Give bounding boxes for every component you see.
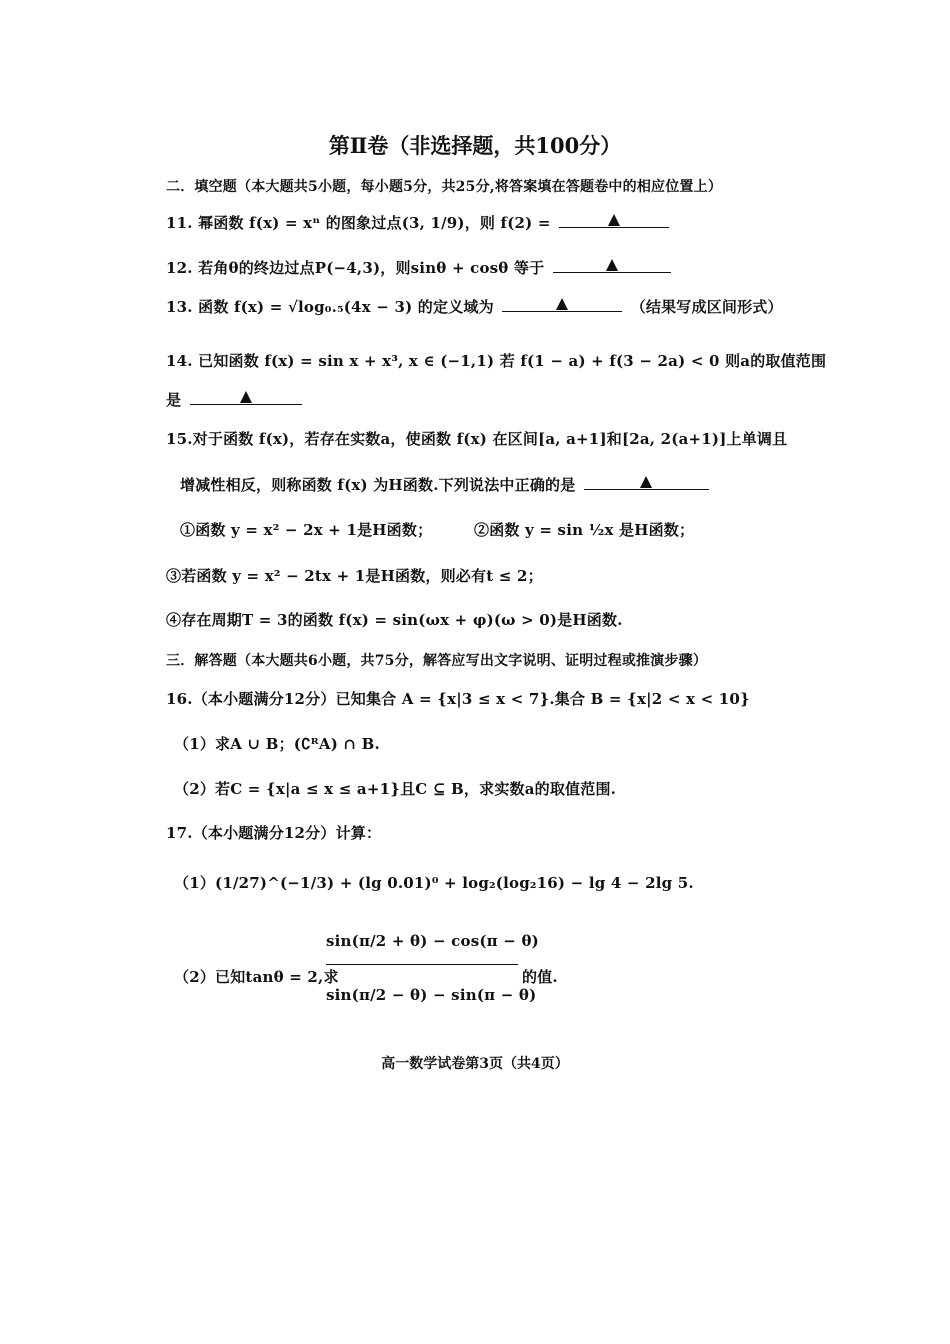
question-17-part-2-prefix: （2）已知tanθ = 2,求: [174, 968, 339, 986]
question-15-line-2: [180, 474, 712, 495]
question-15-option-2: ②函数 y = sin ½x 是H函数；: [474, 521, 695, 539]
page-footer: 高一数学试卷第3页（共4页）: [381, 1056, 569, 1072]
question-13-text: 13. 函数 f(x) = √log₀.₅(4x − 3) 的定义域为: [166, 298, 494, 316]
fraction-denominator: sin(π/2 − θ) − sin(π − θ): [326, 986, 537, 1004]
question-15-option-4: ④存在周期T = 3的函数 f(x) = sin(ωx + φ)(ω > 0)是H函数.: [166, 611, 623, 629]
question-17-part-2-suffix: 的值.: [522, 968, 558, 986]
question-15-option-1: ①函数 y = x² − 2x + 1是H函数；: [180, 521, 433, 539]
question-15-option-3: ③若函数 y = x² − 2tx + 1是H函数，则必有t ≤ 2；: [166, 567, 543, 585]
fraction-numerator: sin(π/2 + θ) − cos(π − θ): [326, 932, 539, 950]
question-14-line-2: [166, 389, 305, 410]
question-12-text: 12. 若角θ的终边过点P(−4,3)，则sinθ + cosθ 等于: [166, 259, 545, 277]
answer-marker-icon: [606, 259, 618, 271]
question-16-part-2: （2）若C = {x|a ≤ x ≤ a+1}且C ⊆ B，求实数a的取值范围.: [174, 780, 617, 798]
answer-marker-icon: [240, 391, 252, 403]
section-3-heading: 三．解答题（本大题共6小题，共75分，解答应写出文字说明、证明过程或推演步骤）: [166, 653, 708, 669]
page-title: 第Ⅱ卷（非选择题，共100分）: [328, 133, 622, 158]
question-13-note: （结果写成区间形式）: [630, 298, 783, 316]
section-2-heading: 二．填空题（本大题共5小题，每小题5分，共25分,将答案填在答题卷中的相应位置上）: [166, 179, 723, 195]
question-14-line-1: 14. 已知函数 f(x) = sin x + x³, x ∈ (−1,1) 若 f(1 − a) + f(3 − 2a) < 0 则a的取值范围: [166, 352, 827, 370]
question-12: [166, 257, 674, 278]
question-17-stem: 17.（本小题满分12分）计算：: [166, 824, 382, 842]
question-16-stem: 16.（本小题满分12分）已知集合 A = {x|3 ≤ x < 7}.集合 B = {x|2 < x < 10}: [166, 690, 750, 708]
question-11-text: 11. 幂函数 f(x) = xⁿ 的图象过点(3, 1/9)，则 f(2) =: [166, 214, 551, 232]
answer-blank-12: [553, 258, 671, 273]
question-15-text: 增减性相反，则称函数 f(x) 为H函数.下列说法中正确的是: [180, 476, 576, 494]
answer-marker-icon: [640, 476, 652, 488]
answer-blank-14: [190, 390, 302, 405]
question-17-part-1: （1）(1/27)^(−1/3) + (lg 0.01)⁰ + log₂(log₂16) − lg 4 − 2lg 5.: [174, 874, 694, 892]
question-13: [166, 296, 783, 317]
question-16-part-1: （1）求A ∪ B；(∁ᴿA) ∩ B.: [174, 735, 380, 753]
answer-blank-15: [584, 475, 709, 490]
answer-marker-icon: [608, 214, 620, 226]
question-14-text: 是: [166, 391, 182, 409]
question-11: [166, 212, 672, 233]
question-15-line-1: 15.对于函数 f(x)，若存在实数a，使函数 f(x) 在区间[a, a+1]和[2a, 2(a+1)]上单调且: [166, 430, 788, 448]
answer-blank-13: [502, 297, 622, 312]
fraction-bar: [326, 964, 518, 965]
answer-marker-icon: [556, 298, 568, 310]
answer-blank-11: [559, 213, 669, 228]
